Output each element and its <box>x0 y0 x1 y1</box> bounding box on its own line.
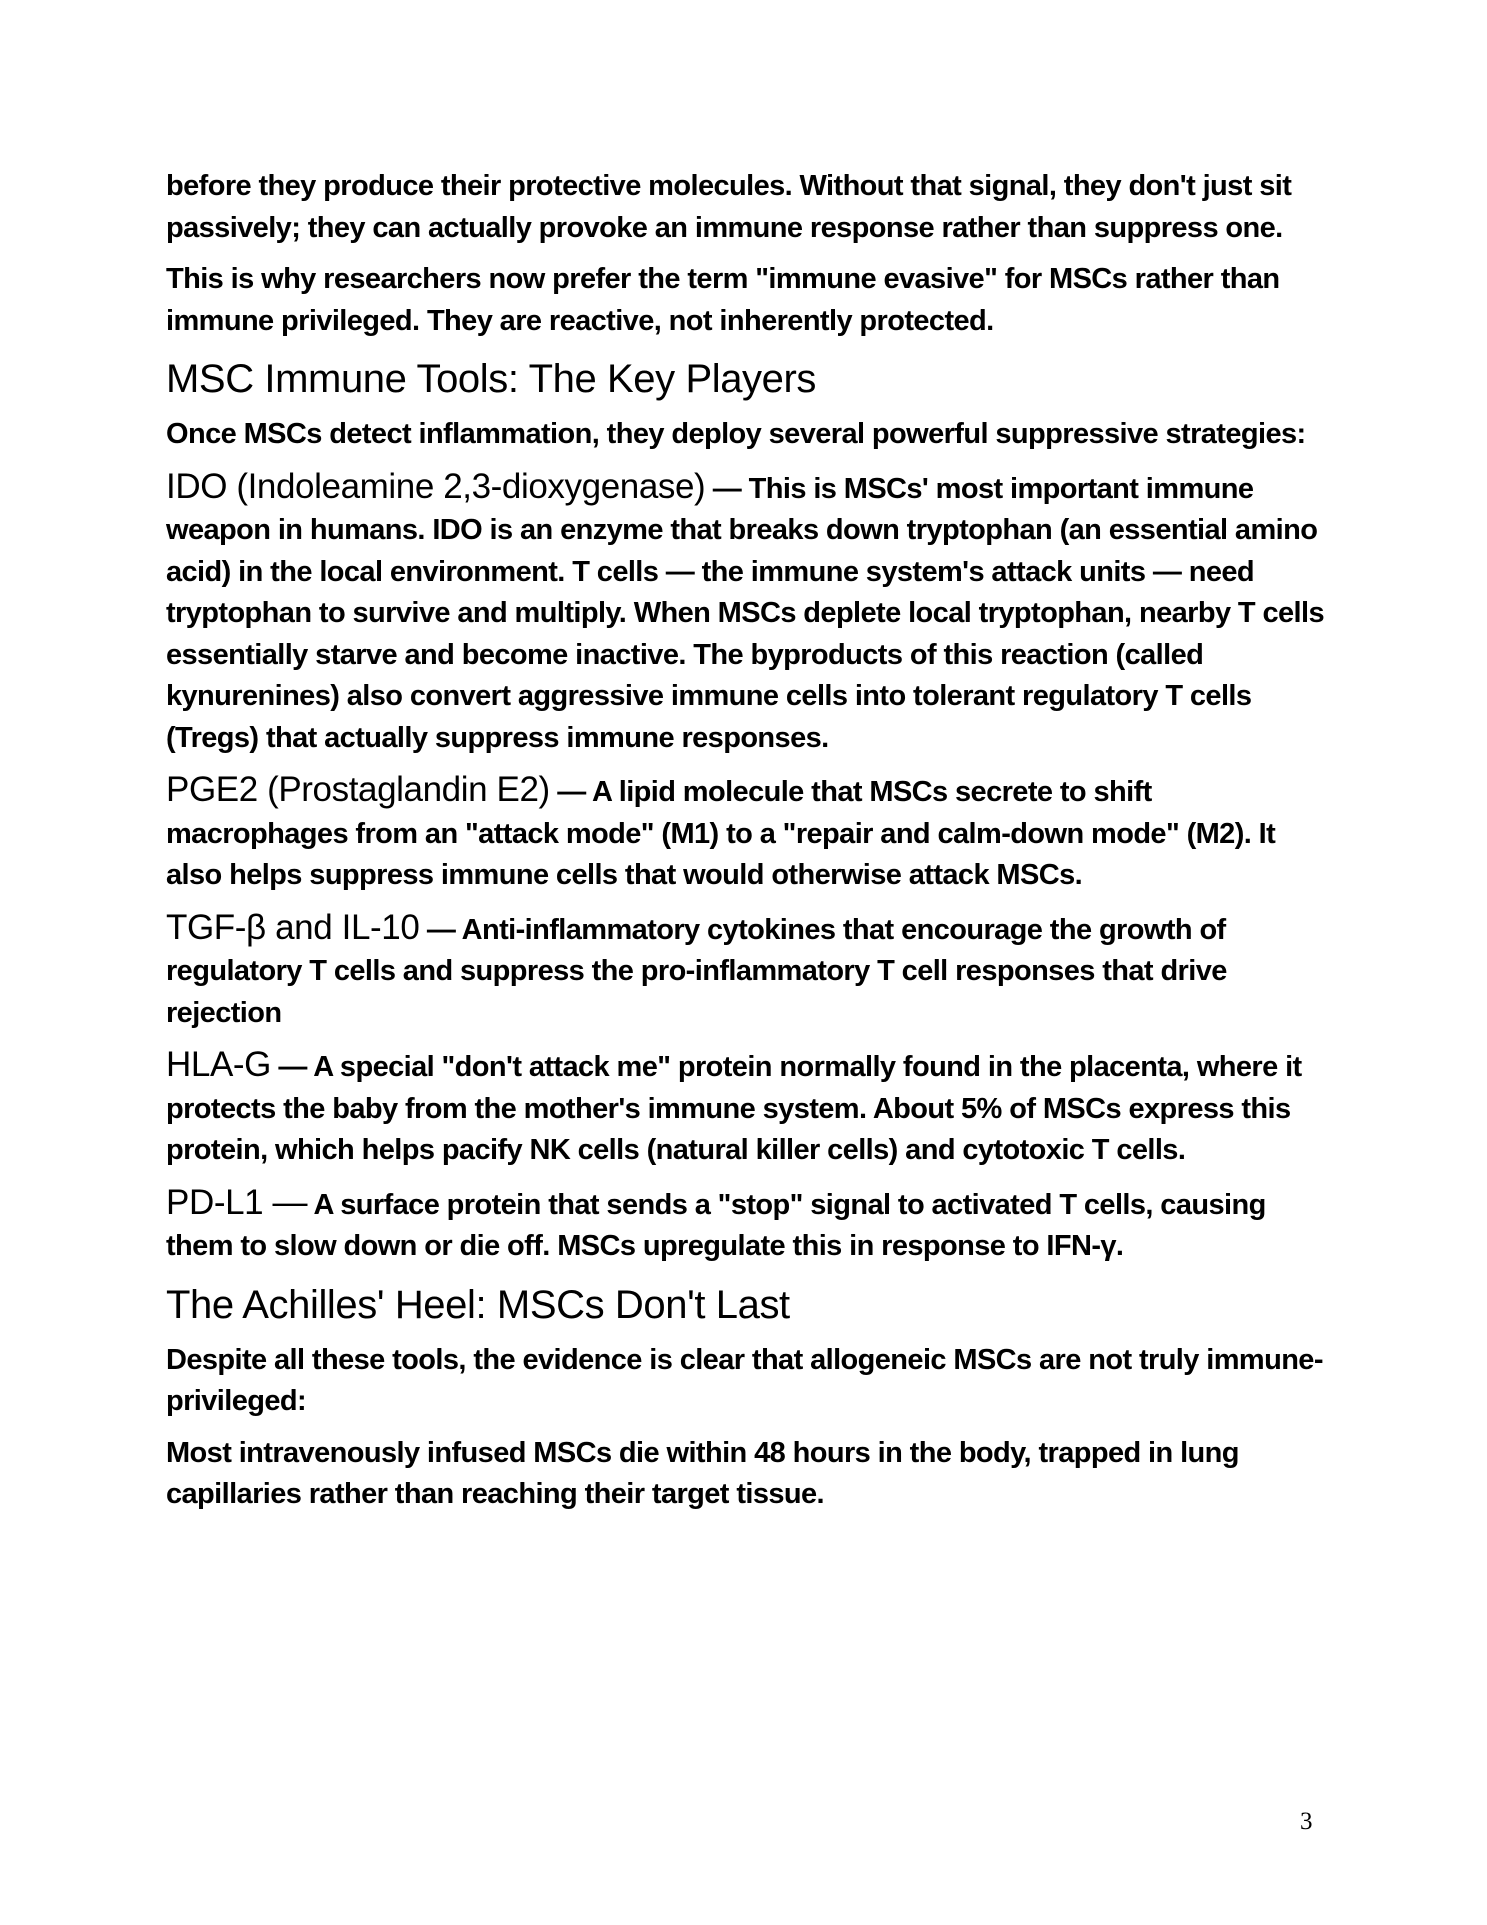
item-description: — This is MSCs' most important immune weapon in humans. IDO is an enzyme that breaks down tryptophan (an essential amino acid) in the local environment. T cells — the immune system's attack units — need tryptophan to survive and multiply. When MSCs deplete local tryptophan, nearby T cells essentially starve and become inactive. The byproducts of this reaction (called kynurenines) also convert aggressive immune cells into tolerant regulatory T cells (Tregs) that actually suppress immune responses. <box>166 472 1325 754</box>
achilles-paragraph-2: Most intravenously infused MSCs die within 48 hours in the body, trapped in lung capillaries rather than reaching their target tissue. <box>166 1436 1239 1510</box>
section-heading-immune-tools: MSC Immune Tools: The Key Players <box>166 357 817 401</box>
item-description: — A lipid molecule that MSCs secrete to shift macrophages from an "attack mode" (M1) to a "repair and calm-down mode" (M2). It also helps suppress immune cells that would otherwise attack MSCs. <box>166 776 1276 891</box>
item-term: PD-L1 — <box>166 1182 308 1222</box>
item-term: PGE2 (Prostaglandin E2) <box>166 770 550 809</box>
item-pge2 <box>166 769 1326 897</box>
item-hla-g <box>166 1044 1326 1172</box>
item-description: — Anti-inflammatory cytokines that encourage the growth of regulatory T cells and suppress the pro-inflammatory T cell responses that drive rejection <box>166 913 1227 1029</box>
achilles-paragraph-1: Despite all these tools, the evidence is clear that allogeneic MSCs are not truly immune-privileged: <box>166 1343 1323 1417</box>
item-tgf-il10 <box>166 907 1326 1035</box>
intro-paragraph-2: This is why researchers now prefer the term "immune evasive" for MSCs rather than immune privileged. They are reactive, not inherently protected. <box>166 263 1280 337</box>
item-term: TGF-β and IL-10 <box>166 907 420 947</box>
document-page <box>166 166 1326 1526</box>
item-term: HLA-G <box>166 1045 271 1084</box>
section-intro-paragraph: Once MSCs detect inflammation, they deploy several powerful suppressive strategies: <box>166 418 1306 450</box>
intro-paragraph-1: before they produce their protective molecules. Without that signal, they don't just sit passively; they can actually provoke an immune response rather than suppress one. <box>166 170 1292 244</box>
item-description: A surface protein that sends a "stop" signal to activated T cells, causing them to slow down or die off. MSCs upregulate this in response to IFN-γ. <box>166 1188 1266 1262</box>
item-term: IDO (Indoleamine 2,3-dioxygenase) <box>166 466 706 506</box>
item-ido <box>166 466 1326 760</box>
section-heading-achilles-heel: The Achilles' Heel: MSCs Don't Last <box>166 1282 790 1327</box>
page-number: 3 <box>1300 1808 1313 1835</box>
item-description: — A special "don't attack me" protein normally found in the placenta, where it protects the baby from the mother's immune system. About 5% of MSCs express this protein, which helps pacify NK cells (natural killer cells) and cytotoxic T cells. <box>166 1051 1302 1166</box>
item-pd-l1 <box>166 1182 1326 1268</box>
